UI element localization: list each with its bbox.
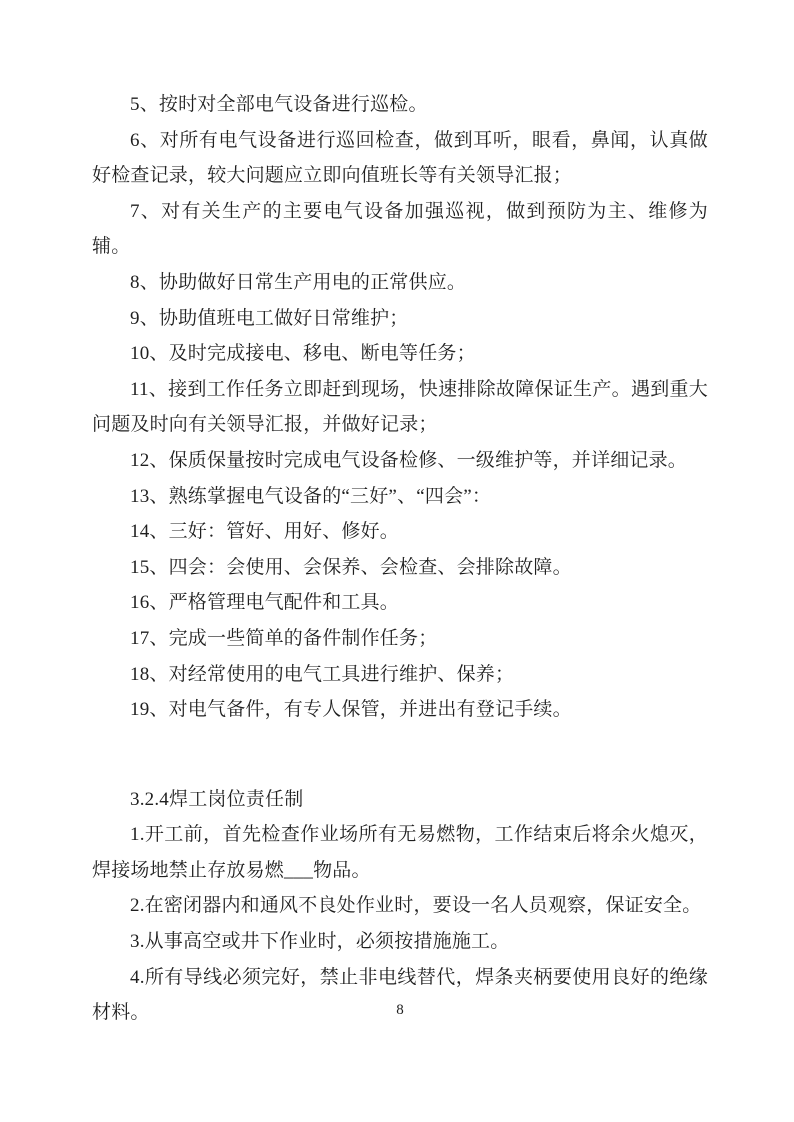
list-item: 18、对经常使用的电气工具进行维护、保养； (130, 663, 515, 685)
list-item: 1.开工前，首先检查作业场所有无易燃物，工作结束后将余火熄灭，焊接场地禁止存放易燃___物品。 (92, 824, 708, 881)
list-item: 13、熟练掌握电气设备的“三好”、“四会”： (130, 485, 492, 507)
list-item: 17、完成一些简单的备件制作任务； (130, 627, 438, 649)
list-item: 14、三好：管好、用好、修好。 (130, 521, 400, 543)
blank-line (92, 728, 708, 782)
list-item: 5、按时对全部电气设备进行巡检。 (130, 94, 428, 115)
list-item: 3.从事高空或井下作业时，必须按措施施工。 (130, 931, 510, 953)
list-item: 7、对有关生产的主要电气设备加强巡视，做到预防为主、维修为辅。 (92, 200, 708, 258)
list-item: 11、接到工作任务立即赶到现场，快速排除故障保证生产。遇到重大问题及时向有关领导汇报，并做好记录； (92, 378, 708, 436)
list-item: 6、对所有电气设备进行巡回检查，做到耳听，眼看，鼻闻，认真做好检查记录，较大问题应立即向值班长等有关领导汇报； (92, 129, 708, 187)
list-item: 15、四会：会使用、会保养、会检查、会排除故障。 (130, 556, 572, 578)
list-item: 8、协助做好日常生产用电的正常供应。 (130, 271, 467, 293)
page-number: 8 (396, 1002, 404, 1018)
list-item: 10、及时完成接电、移电、断电等任务； (130, 343, 476, 365)
section-heading: 3.2.4焊工岗位责任制 (130, 788, 304, 810)
list-item: 19、对电气备件，有专人保管，并进出有登记手续。 (130, 699, 572, 721)
list-item: 2.在密闭器内和通风不良处作业时，要设一名人员观察，保证安全。 (130, 895, 702, 917)
list-item: 4.所有导线必须完好，禁止非电线替代，焊条夹柄要使用良好的绝缘材料。 (92, 966, 708, 1024)
list-item: 9、协助值班电工做好日常维护； (130, 307, 409, 329)
list-item: 16、严格管理电气配件和工具。 (130, 592, 400, 614)
list-item: 12、保质保量按时完成电气设备检修、一级维护等，并详细记录。 (130, 449, 688, 471)
